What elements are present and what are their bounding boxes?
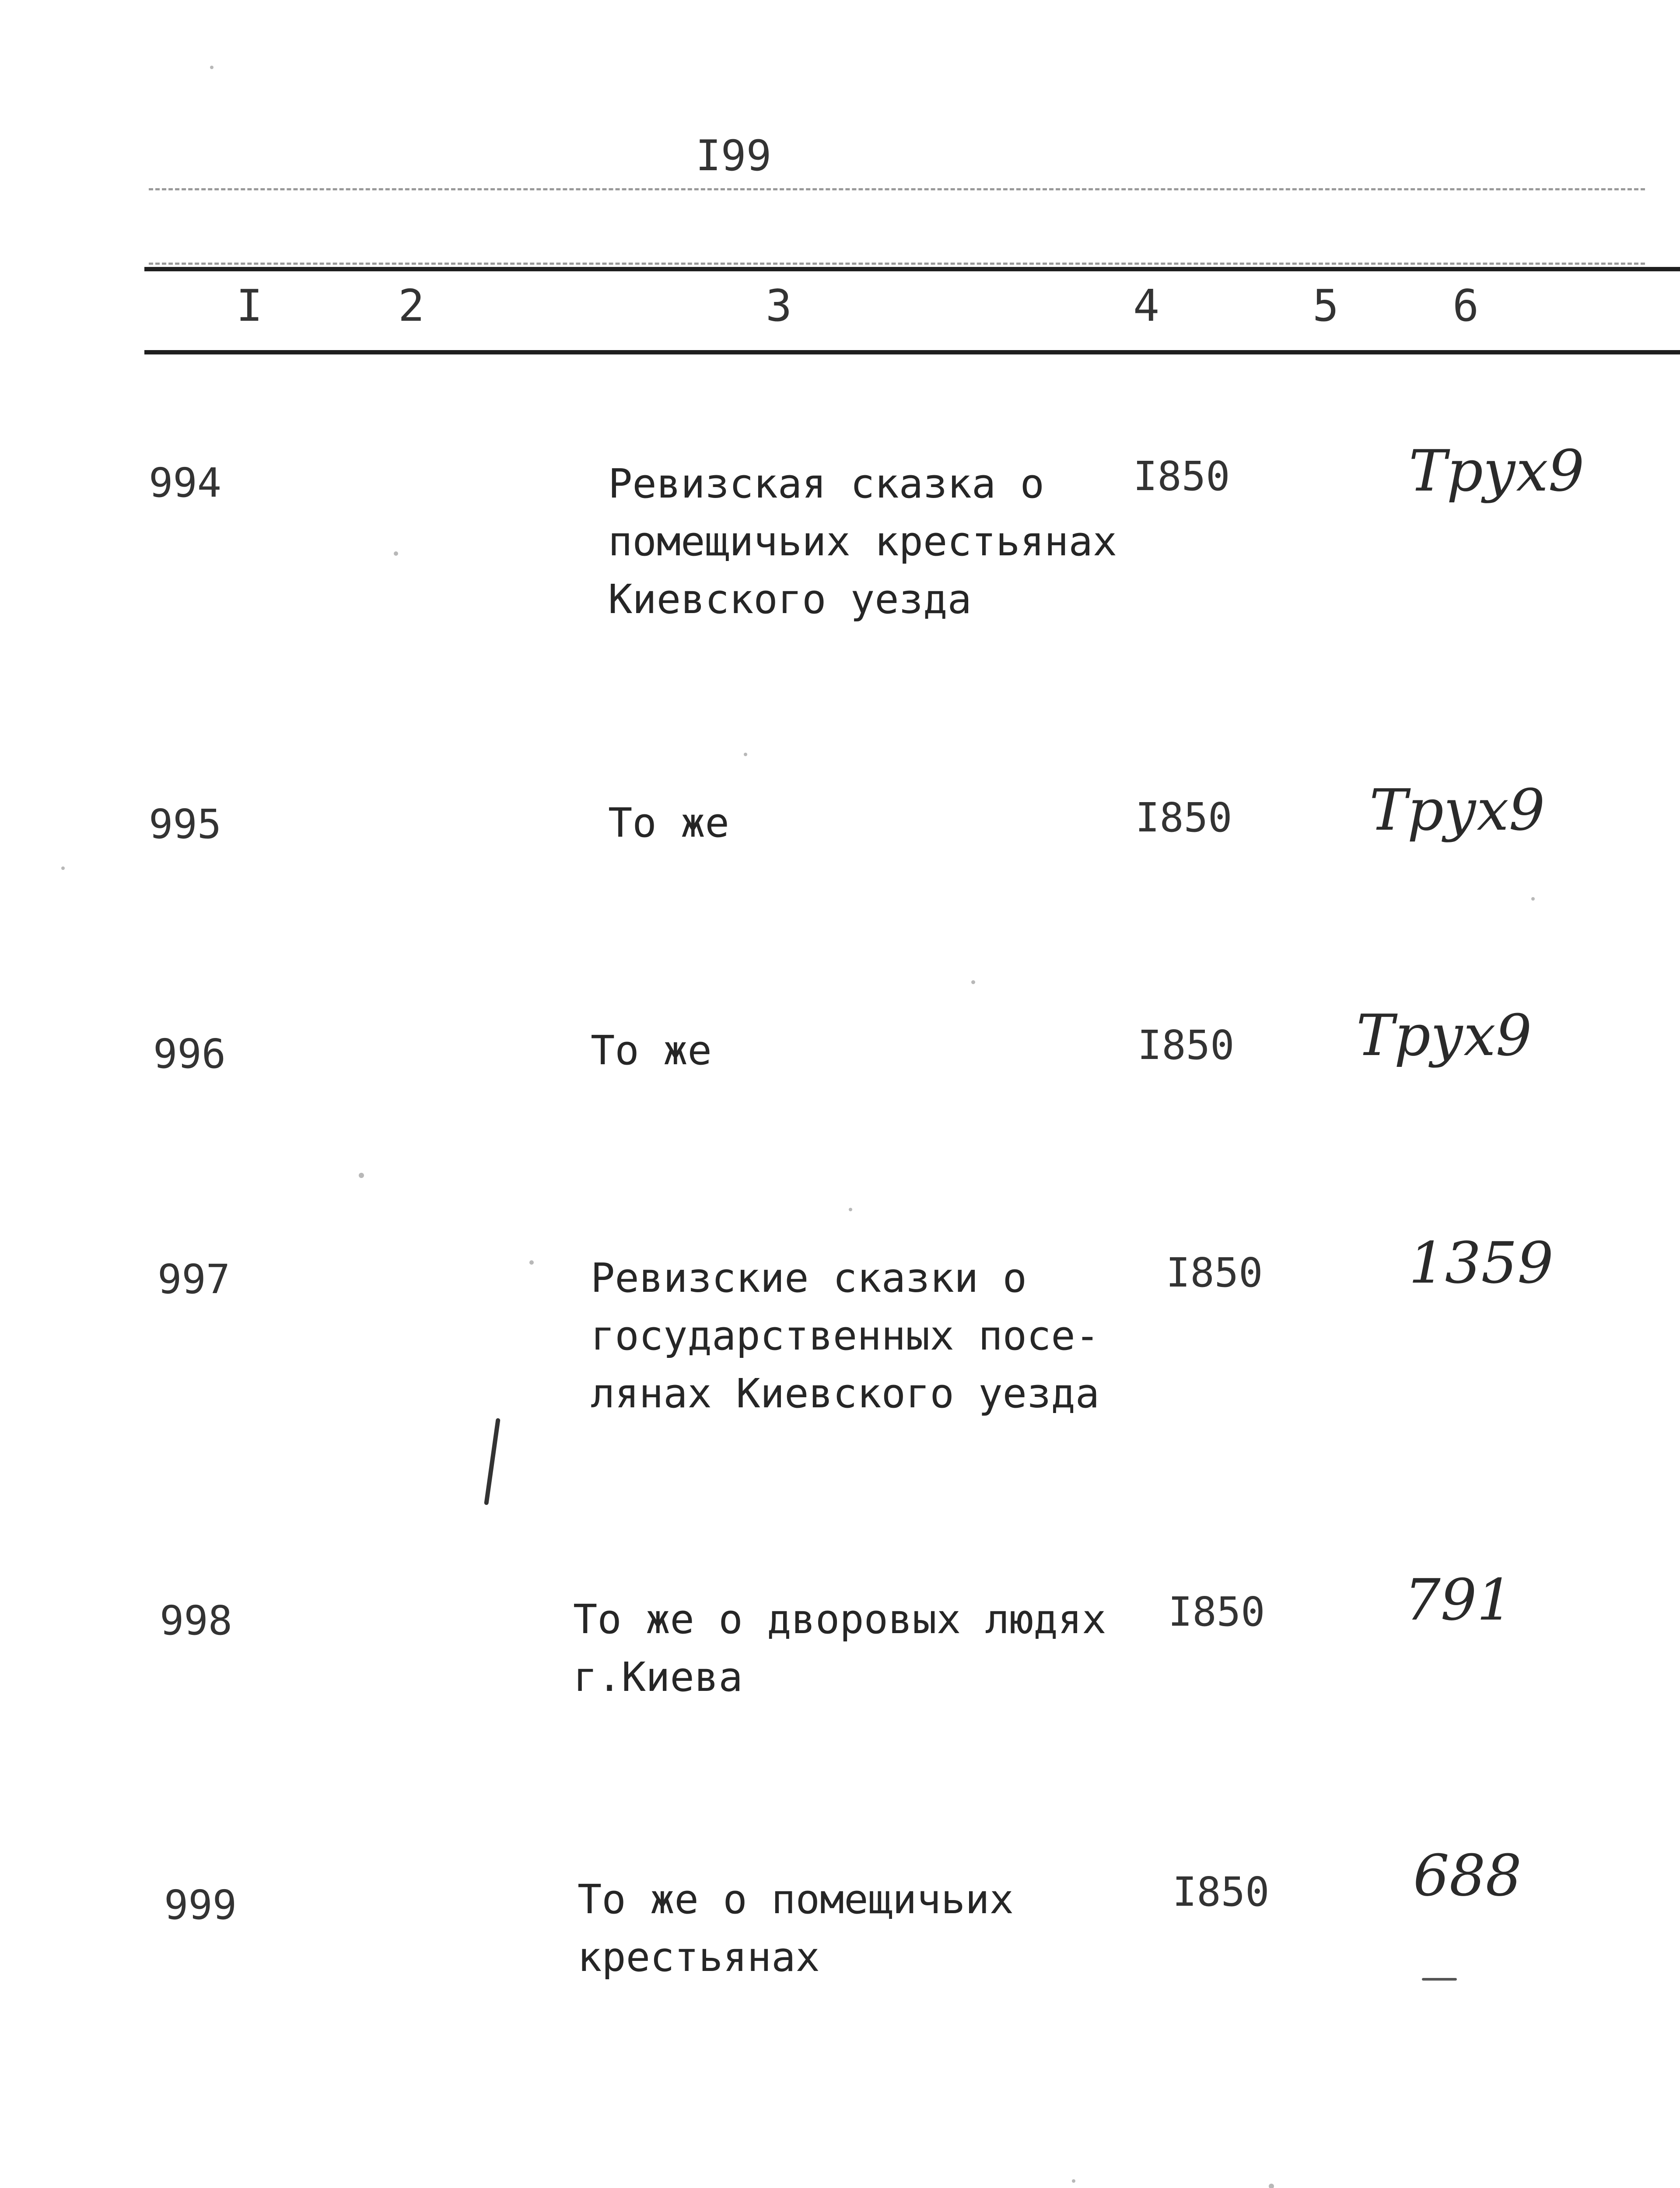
description-line: Ревизская сказка о (608, 460, 1044, 507)
row-description (573, 1591, 1106, 1706)
description-line: То же о помещичьих (578, 1876, 1014, 1923)
row-number: 997 (158, 1256, 231, 1303)
column-header-6: 6 (1452, 280, 1479, 331)
dashed-separator (149, 263, 1645, 265)
description-line: помещичьих крестьянах (608, 518, 1117, 565)
handwritten-note: Трух9 (1356, 1002, 1532, 1069)
row-description (608, 455, 1117, 628)
column-header-4: 4 (1133, 280, 1160, 331)
row-description (591, 1022, 712, 1080)
handwritten-note: 791 (1404, 1567, 1513, 1633)
row-year: I850 (1172, 1869, 1270, 1915)
description-line: лянах Киевского уезда (591, 1370, 1100, 1417)
column-header-5: 5 (1312, 280, 1339, 331)
margin-pen-mark (484, 1418, 500, 1505)
row-year: I850 (1166, 1249, 1263, 1296)
row-year: I850 (1138, 1022, 1235, 1069)
description-line: Ревизские сказки о (591, 1255, 1027, 1301)
row-description (591, 1249, 1099, 1423)
dashed-separator (149, 188, 1645, 190)
header-bottom-rule (144, 350, 1680, 354)
description-line: Киевского уезда (608, 576, 972, 623)
row-number: 998 (160, 1597, 233, 1644)
row-year: I850 (1168, 1588, 1265, 1635)
description-line: То же (591, 1027, 712, 1074)
description-line: То же (608, 799, 729, 846)
description-line: г.Киева (573, 1654, 743, 1701)
pen-dash-mark (1422, 1978, 1457, 1981)
row-number: 995 (149, 801, 222, 848)
row-number: 994 (149, 459, 222, 506)
handwritten-note: 688 (1413, 1842, 1522, 1909)
description-line: То же о дворовых людях (573, 1596, 1106, 1643)
column-header-2: 2 (398, 280, 425, 331)
row-description (608, 794, 729, 852)
handwritten-note: 1359 (1409, 1230, 1554, 1296)
row-year: I850 (1133, 453, 1230, 500)
handwritten-note: Трух9 (1409, 438, 1585, 504)
row-description (578, 1871, 1014, 1986)
page-number: I99 (696, 131, 772, 180)
handwritten-note: Трух9 (1369, 777, 1545, 843)
description-line: государственных посе- (591, 1312, 1100, 1359)
column-header-1: I (236, 280, 263, 331)
row-number: 999 (164, 1882, 237, 1929)
row-number: 996 (153, 1031, 226, 1077)
column-header-3: 3 (766, 280, 792, 331)
row-year: I850 (1135, 794, 1232, 841)
header-top-rule (144, 267, 1680, 271)
description-line: крестьянах (578, 1934, 820, 1981)
